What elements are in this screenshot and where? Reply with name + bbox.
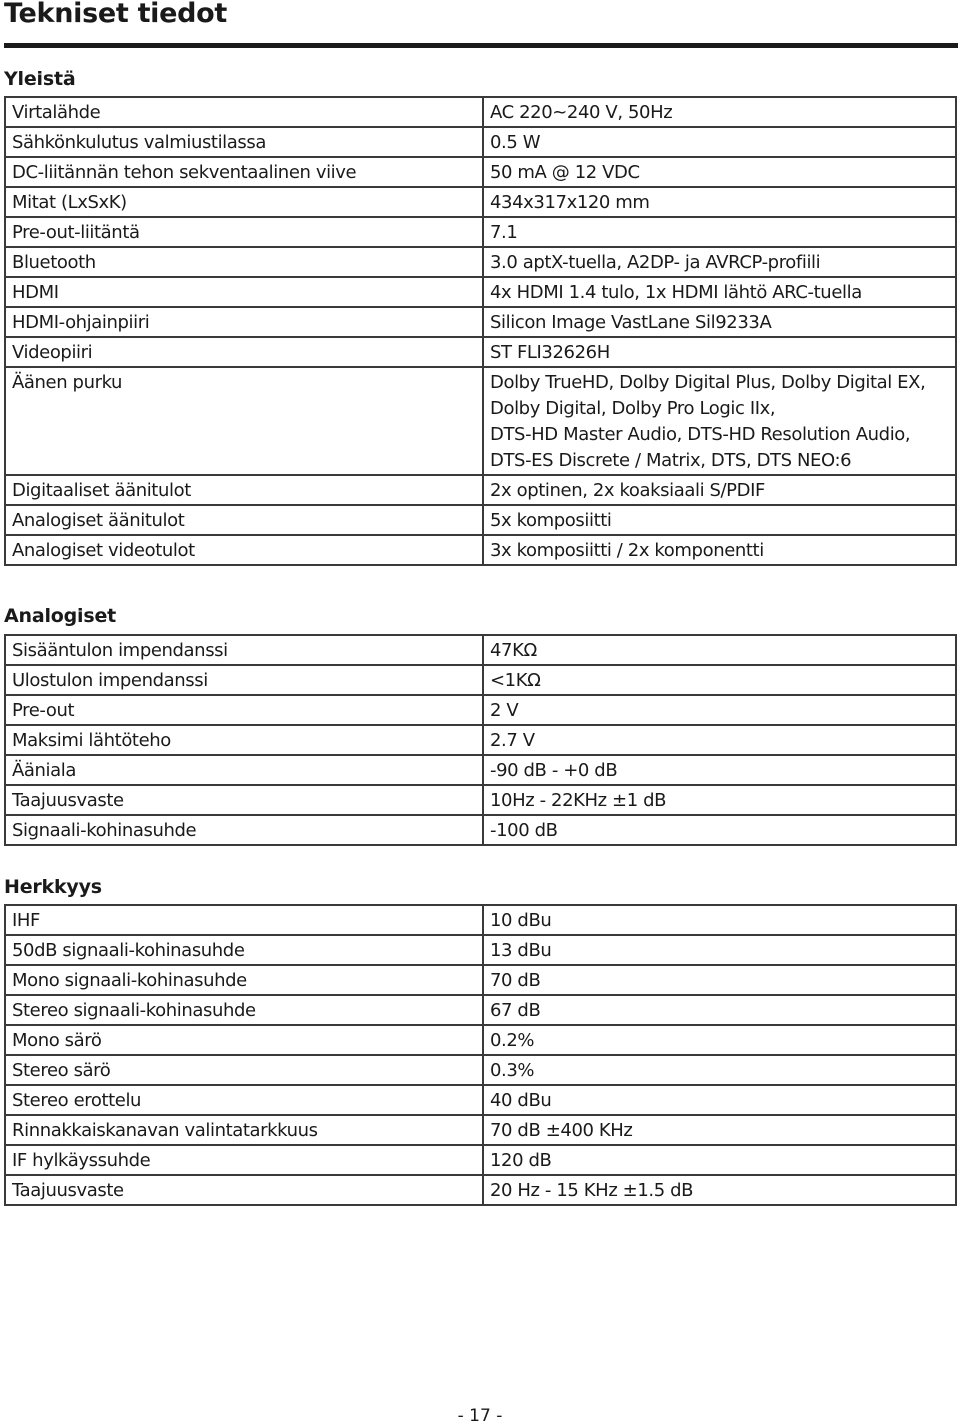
spec-label: Stereo särö: [5, 1055, 483, 1085]
spec-table: [4, 96, 957, 566]
spec-label: Stereo erottelu: [5, 1085, 483, 1115]
spec-value: 2x optinen, 2x koaksiaali S/PDIF: [483, 475, 956, 505]
spec-label: Pre-out: [5, 695, 483, 725]
table-row: [5, 965, 956, 995]
spec-label: HDMI-ohjainpiiri: [5, 307, 483, 337]
spec-value: 13 dBu: [483, 935, 956, 965]
spec-value: 2.7 V: [483, 725, 956, 755]
spec-label: DC-liitännän tehon sekventaalinen viive: [5, 157, 483, 187]
table-row: [5, 157, 956, 187]
title-rule: [4, 43, 958, 48]
spec-label: Sähkönkulutus valmiustilassa: [5, 127, 483, 157]
spec-value: 0.3%: [483, 1055, 956, 1085]
spec-value: -90 dB - +0 dB: [483, 755, 956, 785]
table-row: [5, 535, 956, 565]
table-row: [5, 695, 956, 725]
spec-label: IF hylkäyssuhde: [5, 1145, 483, 1175]
table-row: [5, 337, 956, 367]
table-row: [5, 367, 956, 475]
spec-value: -100 dB: [483, 815, 956, 845]
spec-table: [4, 634, 957, 846]
table-row: [5, 505, 956, 535]
spec-label: Taajuusvaste: [5, 1175, 483, 1205]
spec-label: Äänen purku: [5, 367, 483, 475]
spec-label: Bluetooth: [5, 247, 483, 277]
spec-label: Sisääntulon impendanssi: [5, 635, 483, 665]
spec-label: Stereo signaali-kohinasuhde: [5, 995, 483, 1025]
spec-value: 70 dB: [483, 965, 956, 995]
table-row: [5, 1175, 956, 1205]
table-row: [5, 665, 956, 695]
spec-label: Virtalähde: [5, 97, 483, 127]
table-row: [5, 247, 956, 277]
table-row: [5, 755, 956, 785]
spec-value: 120 dB: [483, 1145, 956, 1175]
table-row: [5, 905, 956, 935]
spec-value: 47KΩ: [483, 635, 956, 665]
spec-value: 20 Hz - 15 KHz ±1.5 dB: [483, 1175, 956, 1205]
section-heading: Analogiset: [4, 605, 117, 627]
table-row: [5, 1025, 956, 1055]
table-row: [5, 187, 956, 217]
table-row: [5, 307, 956, 337]
spec-value: 10 dBu: [483, 905, 956, 935]
spec-label: Mono särö: [5, 1025, 483, 1055]
table-row: [5, 995, 956, 1025]
spec-value: 7.1: [483, 217, 956, 247]
spec-table: [4, 904, 957, 1206]
spec-value: AC 220~240 V, 50Hz: [483, 97, 956, 127]
table-row: [5, 1115, 956, 1145]
table-row: [5, 935, 956, 965]
spec-value: <1KΩ: [483, 665, 956, 695]
spec-label: Maksimi lähtöteho: [5, 725, 483, 755]
spec-value: ST FLI32626H: [483, 337, 956, 367]
spec-value: 0.2%: [483, 1025, 956, 1055]
table-row: [5, 1085, 956, 1115]
spec-label: HDMI: [5, 277, 483, 307]
spec-label: Digitaaliset äänitulot: [5, 475, 483, 505]
spec-value: 10Hz - 22KHz ±1 dB: [483, 785, 956, 815]
spec-value: Silicon Image VastLane Sil9233A: [483, 307, 956, 337]
spec-label: Videopiiri: [5, 337, 483, 367]
spec-value: 67 dB: [483, 995, 956, 1025]
table-row: [5, 475, 956, 505]
section-heading: Yleistä: [4, 68, 76, 90]
section-heading: Herkkyys: [4, 876, 102, 898]
spec-label: Signaali-kohinasuhde: [5, 815, 483, 845]
spec-label: Analogiset videotulot: [5, 535, 483, 565]
table-row: [5, 815, 956, 845]
spec-label: Mitat (LxSxK): [5, 187, 483, 217]
spec-label: Rinnakkaiskanavan valintatarkkuus: [5, 1115, 483, 1145]
spec-value: 4x HDMI 1.4 tulo, 1x HDMI lähtö ARC-tuella: [483, 277, 956, 307]
spec-label: Ääniala: [5, 755, 483, 785]
table-row: [5, 97, 956, 127]
table-row: [5, 635, 956, 665]
spec-label: Ulostulon impendanssi: [5, 665, 483, 695]
spec-value: 50 mA @ 12 VDC: [483, 157, 956, 187]
spec-value: 3x komposiitti / 2x komponentti: [483, 535, 956, 565]
spec-label: IHF: [5, 905, 483, 935]
page-title: Tekniset tiedot: [4, 0, 228, 29]
spec-value: 434x317x120 mm: [483, 187, 956, 217]
table-row: [5, 1145, 956, 1175]
table-row: [5, 127, 956, 157]
table-row: [5, 277, 956, 307]
spec-label: Mono signaali-kohinasuhde: [5, 965, 483, 995]
spec-label: Taajuusvaste: [5, 785, 483, 815]
spec-value: 70 dB ±400 KHz: [483, 1115, 956, 1145]
spec-value: 3.0 aptX-tuella, A2DP- ja AVRCP-profiili: [483, 247, 956, 277]
spec-value: 40 dBu: [483, 1085, 956, 1115]
table-row: [5, 785, 956, 815]
spec-value: 2 V: [483, 695, 956, 725]
table-row: [5, 725, 956, 755]
page-number: - 17 -: [457, 1406, 503, 1426]
spec-value: Dolby TrueHD, Dolby Digital Plus, Dolby Digital EX, Dolby Digital, Dolby Pro Logic IIx, DTS-HD Master Audio, DTS-HD Resolution Audio, DTS-ES Discrete / Matrix, DTS, DTS NEO:6: [483, 367, 956, 475]
spec-value: 5x komposiitti: [483, 505, 956, 535]
table-row: [5, 1055, 956, 1085]
spec-label: Analogiset äänitulot: [5, 505, 483, 535]
spec-value: 0.5 W: [483, 127, 956, 157]
table-row: [5, 217, 956, 247]
spec-label: 50dB signaali-kohinasuhde: [5, 935, 483, 965]
spec-label: Pre-out-liitäntä: [5, 217, 483, 247]
